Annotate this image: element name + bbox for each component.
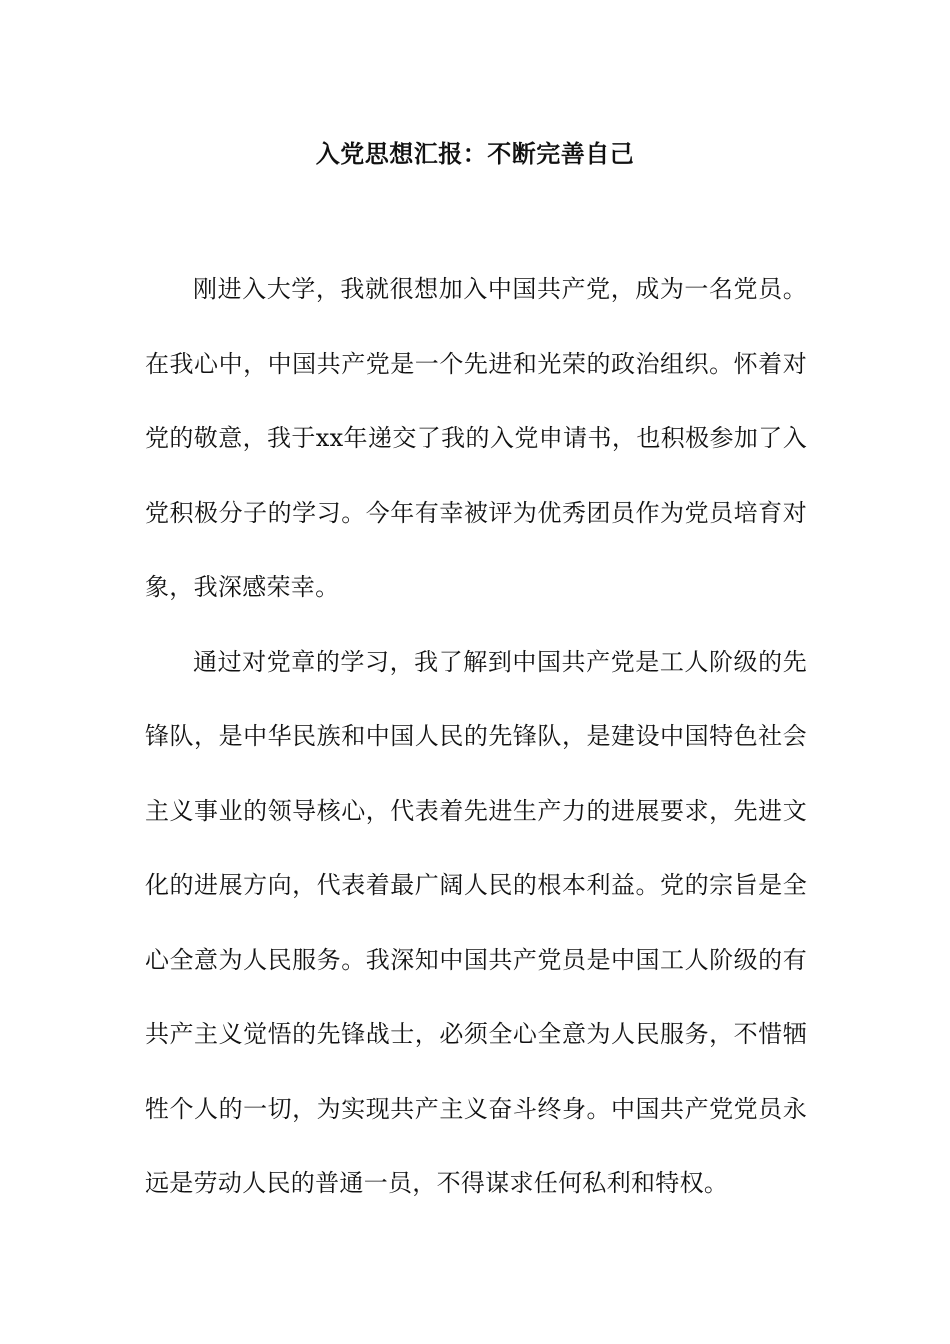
paragraph-1: 刚进入大学，我就很想加入中国共产党，成为一名党员。在我心中，中国共产党是一个先进和光荣的政治组织。怀着对党的敬意，我于xx年递交了我的入党申请书，也积极参加了入党积极分子的学习。今年有幸被评为优秀团员作为党员培育对象，我深感荣幸。	[145, 275, 807, 601]
paragraph-2: 通过对党章的学习，我了解到中国共产党是工人阶级的先锋队，是中华民族和中国人民的先锋队，是建设中国特色社会主义事业的领导核心，代表着先进生产力的进展要求，先进文化的进展方向，代表着最广阔人民的根本利益。党的宗旨是全心全意为人民服务。我深知中国共产党员是中国工人阶级的有共产主义觉悟的先锋战士，必须全心全意为人民服务，不惜牺牲个人的一切，为实现共产主义奋斗终身。中国共产党党员永远是劳动人民的普通一员，不得谋求任何私利和特权。	[145, 647, 807, 1197]
document-body	[145, 252, 807, 1221]
document-title: 入党思想汇报：不断完善自己	[315, 139, 635, 168]
